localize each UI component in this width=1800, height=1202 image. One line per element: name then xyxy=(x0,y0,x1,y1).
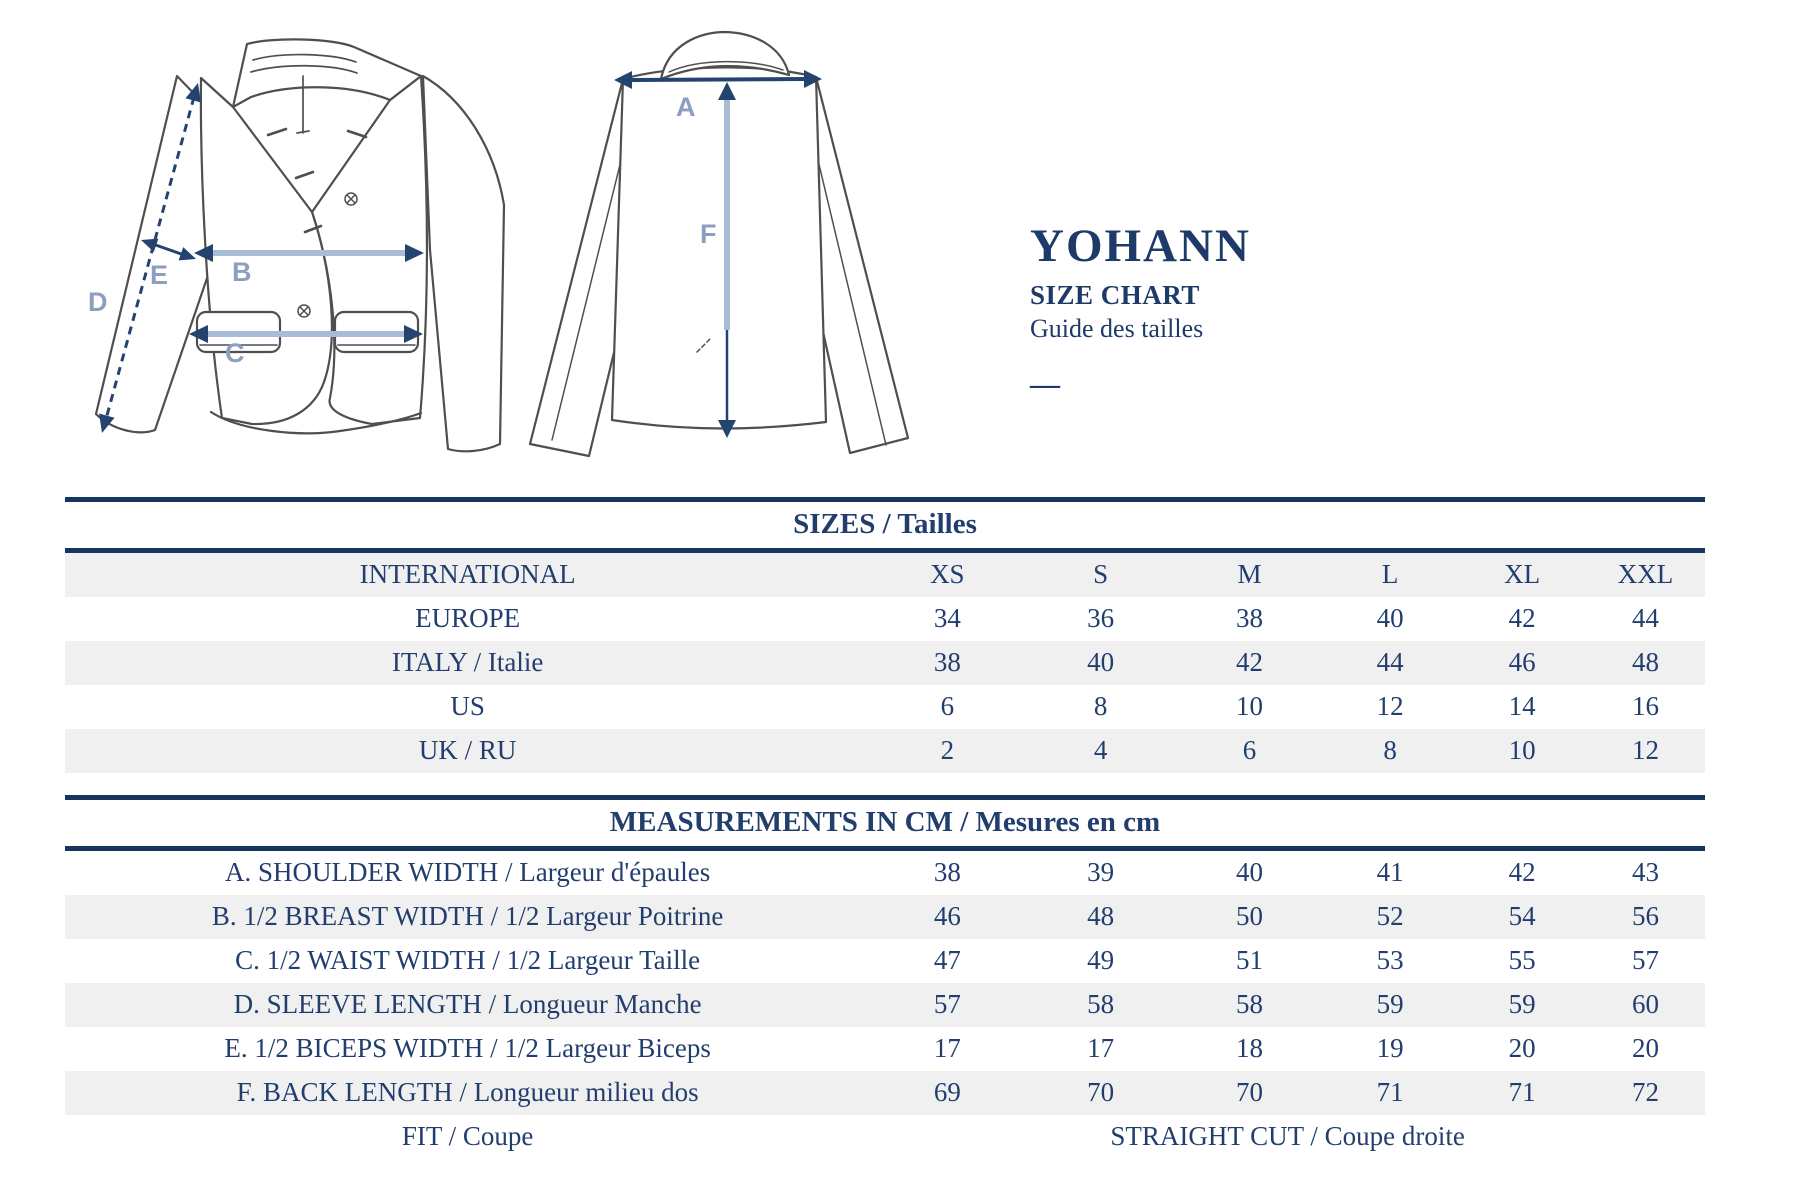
cell-value: 46 xyxy=(1508,647,1536,678)
cell-value: 39 xyxy=(1087,857,1115,887)
row-label: D. SLEEVE LENGTH / Longueur Manche xyxy=(233,989,702,1020)
fit-row-value: STRAIGHT CUT / Coupe droite xyxy=(1110,1121,1465,1152)
row-label: C. 1/2 WAIST WIDTH / 1/2 Largeur Taille xyxy=(235,945,701,976)
cell-value: 56 xyxy=(1632,901,1660,932)
table-row xyxy=(65,685,1705,729)
cell-value: 72 xyxy=(1632,1077,1660,1108)
cell-value: 49 xyxy=(1087,945,1115,976)
cell-value: 59 xyxy=(1508,989,1536,1020)
cell-value: 10 xyxy=(1508,735,1536,766)
cell-value: L xyxy=(1381,559,1399,589)
cell-value: 8 xyxy=(1093,691,1108,722)
cell-value: 2 xyxy=(940,735,955,766)
table-row xyxy=(65,895,1705,939)
cell-value: 57 xyxy=(933,989,961,1020)
table-row xyxy=(65,729,1705,773)
row-label: INTERNATIONAL xyxy=(359,559,576,589)
table-row xyxy=(65,641,1705,685)
cell-value: 18 xyxy=(1235,1033,1263,1064)
table-row xyxy=(65,849,1705,896)
cell-value: 47 xyxy=(933,945,961,976)
title-block xyxy=(1030,222,1251,402)
cell-value: 6 xyxy=(940,691,955,722)
cell-value: 51 xyxy=(1235,945,1263,976)
measurements-table xyxy=(65,795,1705,1159)
cell-value: 12 xyxy=(1376,691,1404,722)
cell-value: XL xyxy=(1504,559,1541,589)
sizes-table-header: SIZES / Tailles xyxy=(65,500,1705,551)
cell-value: M xyxy=(1237,559,1262,589)
cell-value: 58 xyxy=(1087,989,1115,1020)
cell-value: 14 xyxy=(1508,691,1536,722)
cell-value: 71 xyxy=(1508,1077,1536,1108)
cell-value: 8 xyxy=(1383,735,1397,766)
cell-value: 34 xyxy=(933,603,961,634)
cell-value: 70 xyxy=(1235,1077,1263,1108)
cell-value: 36 xyxy=(1087,603,1115,634)
cell-value: S xyxy=(1093,559,1109,589)
cell-value: 70 xyxy=(1087,1077,1115,1108)
row-label: B. 1/2 BREAST WIDTH / 1/2 Largeur Poitrine xyxy=(211,901,724,932)
cell-value: 53 xyxy=(1376,945,1404,976)
measure-label-a: A xyxy=(676,92,696,122)
row-label: F. BACK LENGTH / Longueur milieu dos xyxy=(236,1077,699,1108)
table-row xyxy=(65,1071,1705,1115)
table-row xyxy=(65,939,1705,983)
cell-value: 42 xyxy=(1508,603,1536,634)
cell-value: 71 xyxy=(1376,1077,1404,1108)
row-label: UK / RU xyxy=(418,735,517,766)
cell-value: 59 xyxy=(1376,989,1404,1020)
table-header-row xyxy=(65,798,1705,849)
cell-value: 19 xyxy=(1376,1033,1404,1064)
cell-value: 44 xyxy=(1632,603,1660,634)
sizes-table xyxy=(65,497,1705,773)
cell-value: 38 xyxy=(933,857,961,887)
table-row xyxy=(65,597,1705,641)
cell-value: 6 xyxy=(1242,735,1257,766)
cell-value: 38 xyxy=(933,647,961,678)
cell-value: 38 xyxy=(1235,603,1263,634)
size-chart-title: SIZE CHART xyxy=(1030,280,1200,311)
measure-label-b: B xyxy=(232,257,252,287)
measure-label-d: D xyxy=(88,287,108,317)
cell-value: 40 xyxy=(1376,603,1404,634)
cell-value: 54 xyxy=(1508,901,1536,932)
cell-value: XXL xyxy=(1617,559,1674,589)
cell-value: 58 xyxy=(1235,989,1263,1020)
table-header-row xyxy=(65,500,1705,551)
row-label: ITALY / Italie xyxy=(391,647,544,678)
cell-value: 20 xyxy=(1508,1033,1536,1064)
cell-value: 50 xyxy=(1235,901,1263,932)
table-row xyxy=(65,551,1705,598)
cell-value: XS xyxy=(930,559,965,589)
cell-value: 48 xyxy=(1087,901,1115,932)
cell-value: 16 xyxy=(1632,691,1660,722)
cell-value: 69 xyxy=(933,1077,961,1108)
table-row xyxy=(65,983,1705,1027)
cell-value: 42 xyxy=(1235,647,1263,678)
cell-value: 12 xyxy=(1632,735,1660,766)
table-row xyxy=(65,1027,1705,1071)
measure-label-c: C xyxy=(225,338,245,368)
fit-row xyxy=(65,1115,1705,1159)
cell-value: 4 xyxy=(1093,735,1108,766)
cell-value: 43 xyxy=(1632,857,1660,887)
cell-value: 46 xyxy=(933,901,961,932)
back-jacket-sketch xyxy=(530,32,908,456)
cell-value: 42 xyxy=(1508,857,1536,887)
cell-value: 40 xyxy=(1087,647,1115,678)
title-dash: — xyxy=(1030,368,1060,402)
row-label: A. SHOULDER WIDTH / Largeur d'épaules xyxy=(224,857,711,887)
sizes-table-section xyxy=(65,497,1705,773)
measure-label-e: E xyxy=(150,260,169,290)
row-label: US xyxy=(450,691,485,722)
cell-value: 57 xyxy=(1632,945,1660,976)
cell-value: 10 xyxy=(1235,691,1263,722)
cell-value: 60 xyxy=(1632,989,1660,1020)
cell-value: 44 xyxy=(1376,647,1404,678)
size-chart-title-fr: Guide des tailles xyxy=(1030,314,1204,344)
cell-value: 52 xyxy=(1376,901,1404,932)
row-label: E. 1/2 BICEPS WIDTH / 1/2 Largeur Biceps xyxy=(224,1033,711,1064)
brand-title: YOHANN xyxy=(1030,220,1251,272)
cell-value: 40 xyxy=(1235,857,1263,887)
jacket-diagram xyxy=(50,8,970,478)
cell-value: 55 xyxy=(1508,945,1536,976)
cell-value: 48 xyxy=(1632,647,1660,678)
measurements-table-header: MEASUREMENTS IN CM / Mesures en cm xyxy=(65,798,1705,849)
cell-value: 17 xyxy=(933,1033,961,1064)
cell-value: 17 xyxy=(1087,1033,1115,1064)
row-label: EUROPE xyxy=(415,603,521,634)
measurements-table-section xyxy=(65,795,1705,1159)
cell-value: 41 xyxy=(1376,857,1404,887)
measure-label-f: F xyxy=(700,219,717,249)
cell-value: 20 xyxy=(1632,1033,1660,1064)
fit-row-label: FIT / Coupe xyxy=(401,1121,534,1152)
